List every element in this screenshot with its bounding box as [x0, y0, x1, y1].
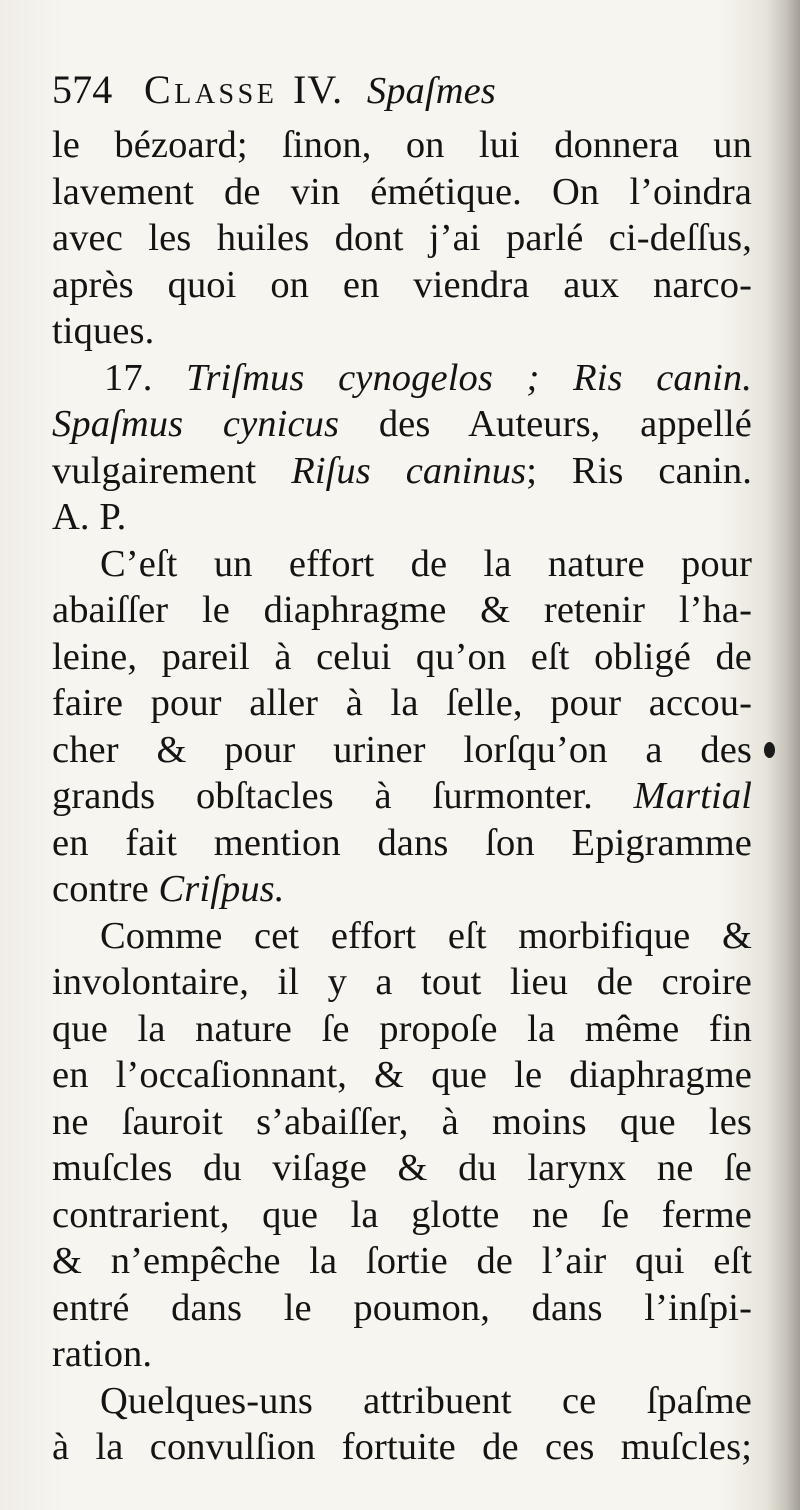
- text-line: après quoi on en viendra aux narco-: [52, 263, 752, 306]
- synonym-italic: Spaſmus cynicus: [52, 403, 340, 445]
- text-line: avec les huiles dont j’ai parlé ci-deſſus,: [52, 217, 752, 259]
- synonym-italic: Riſus caninus: [291, 449, 527, 492]
- text-line: en l’occaſionnant, & que le diaphragme: [52, 1054, 752, 1096]
- author-name-italic: Martial: [633, 775, 752, 817]
- name-italic: Criſpus.: [158, 868, 285, 910]
- text-line: que la nature ſe propoſe la même fin: [52, 1007, 752, 1050]
- running-header: [52, 62, 752, 122]
- classe-label: Classe: [144, 67, 278, 112]
- text-line: A. P.: [52, 496, 127, 538]
- page-number: 574: [52, 67, 113, 112]
- text-line: faire pour aller à la ſelle, pour accou-: [52, 682, 752, 724]
- text-line: contrarient, que la glotte ne ſe ferme: [52, 1193, 752, 1236]
- text-line: grands obſtacles à ſurmonter. Martial: [52, 775, 752, 817]
- text-line: le bézoard; ſinon, on lui donnera un: [52, 124, 752, 166]
- text-line: contre Criſpus.: [52, 868, 285, 910]
- text-line: entré dans le poumon, dans l’inſpi-: [52, 1286, 752, 1329]
- paragraph-first-line: Comme cet effort eſt morbifique &: [100, 914, 752, 957]
- page-text: [52, 62, 752, 1471]
- text-line: abaiſſer le diaphragme & retenir l’ha-: [52, 589, 752, 631]
- text-line: leine, pareil à celui qu’on eſt obligé de: [52, 635, 752, 678]
- text-line: ne ſauroit s’abaiſſer, à moins que les: [52, 1100, 752, 1143]
- text-line: involontaire, il y a tout lieu de croire: [52, 961, 752, 1003]
- text-line: Spaſmus cynicus des Auteurs, appellé: [52, 403, 752, 445]
- text-line: ration.: [52, 1333, 153, 1375]
- text-line: & n’empêche la ſortie de l’air qui eſt: [52, 1240, 752, 1282]
- text-line: en fait mention dans ſon Epigramme: [52, 821, 752, 864]
- paragraph-first-line: C’eſt un effort de la nature pour: [100, 542, 752, 585]
- text-line: vulgairement Riſus caninus; Ris canin.: [52, 449, 752, 492]
- text-line: lavement de vin émétique. On l’oindra: [52, 170, 752, 213]
- entry-french-name: Ris canin.: [573, 356, 752, 399]
- entry-heading: [52, 355, 752, 402]
- section-title: Spaſmes: [366, 70, 496, 112]
- entry-latin-name: Triſmus cynogelos ;: [186, 356, 540, 399]
- text-line: tiques.: [52, 310, 155, 352]
- text-line: cher & pour uriner lorſqu’on a des: [52, 728, 752, 771]
- entry-number: 17.: [104, 356, 153, 399]
- classe-number: IV.: [293, 67, 344, 112]
- text-line: à la convulſion fortuite de ces muſcles;: [52, 1426, 752, 1468]
- text-line: muſcles du viſage & du larynx ne ſe: [52, 1147, 752, 1189]
- ink-speck: [764, 742, 775, 758]
- paragraph-first-line: Quelques-uns attribuent ce ſpaſme: [100, 1379, 752, 1422]
